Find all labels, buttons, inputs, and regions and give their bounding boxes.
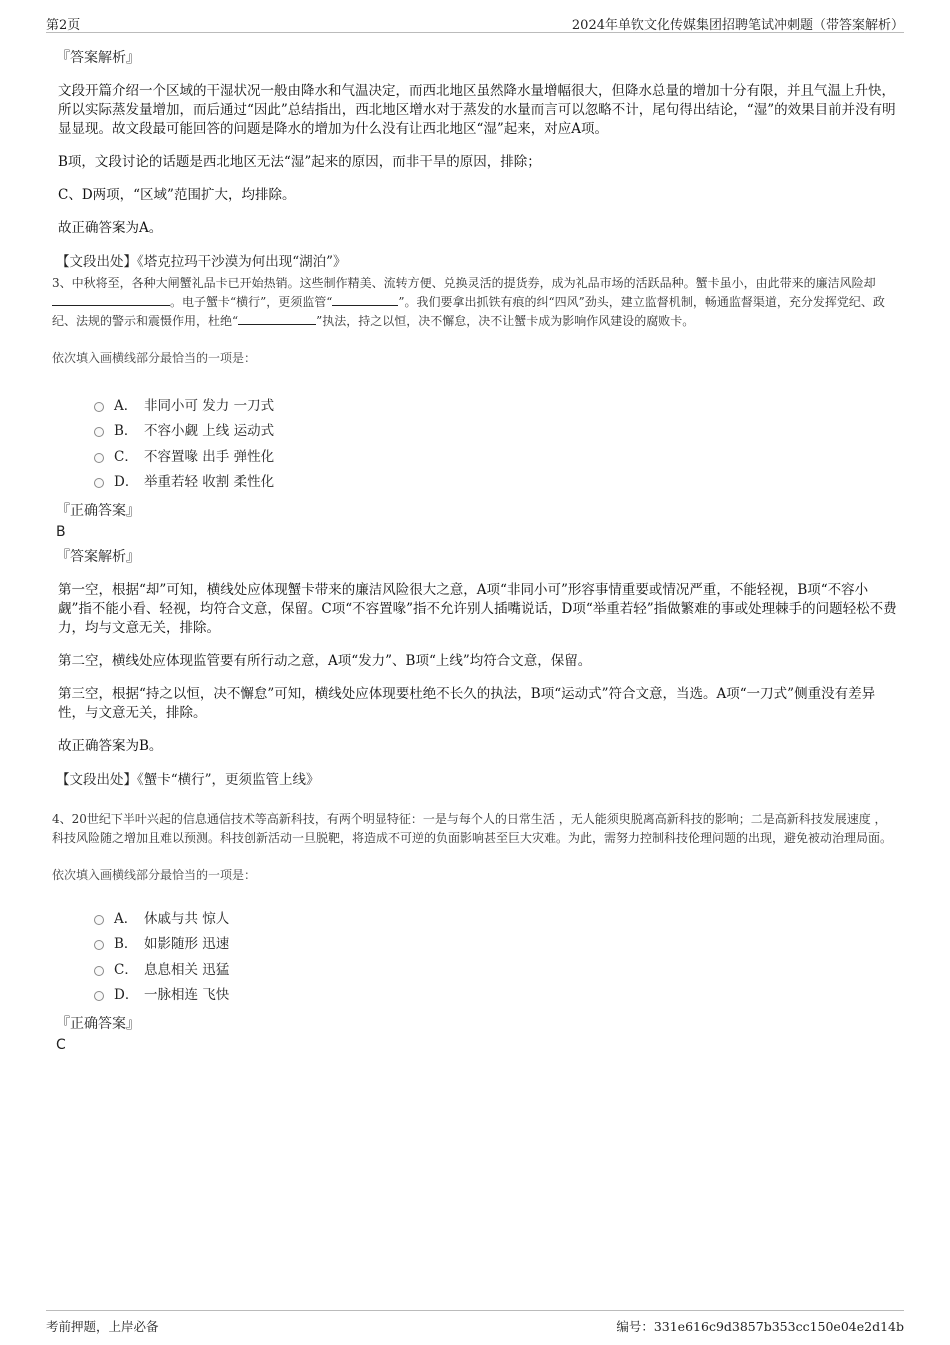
radio-icon[interactable] (94, 991, 104, 1001)
correct-answer-tag: 『正确答案』 (56, 1016, 140, 1032)
question-3-options (94, 391, 898, 493)
radio-icon[interactable] (94, 478, 104, 488)
footer-slogan: 考前押题，上岸必备 (46, 1319, 159, 1334)
option-a[interactable]: A． 休戚与共 惊人 (94, 904, 898, 930)
radio-icon[interactable] (94, 966, 104, 976)
radio-icon[interactable] (94, 453, 104, 463)
analysis-paragraph: 文段开篇介绍一个区域的干湿状况一般由降水和气温决定，而西北地区虽然降水量增幅很大，但降水总量的增加十分有限，并且气温上升快，所以实际蒸发量增加，而后通过“因此”总结指出，西北地区增水对于蒸发的水量而言可以忽略不计，尾句得出结论，“湿”的效果目前并没有明显显现。故文段最可能回答的问题是降水的增加为什么没有让西北地区“湿”起来，对应A项。 (58, 83, 896, 137)
page-header (46, 10, 904, 33)
radio-icon[interactable] (94, 402, 104, 412)
correct-answer: C (56, 1037, 66, 1053)
document-body (52, 48, 898, 1060)
question-prompt: 依次填入画横线部分最恰当的一项是： (52, 868, 257, 882)
blank-line (52, 293, 170, 306)
analysis-paragraph: 故正确答案为A。 (58, 220, 163, 236)
page-footer (46, 1310, 904, 1337)
radio-icon[interactable] (94, 915, 104, 925)
question-4-options (94, 904, 898, 1006)
option-b[interactable]: B． 如影随形 迅速 (94, 930, 898, 956)
option-c[interactable]: C． 息息相关 迅猛 (94, 955, 898, 981)
correct-answer: B (56, 524, 66, 540)
analysis-tag: 『答案解析』 (56, 549, 140, 565)
option-a[interactable]: A． 非同小可 发力 一刀式 (94, 391, 898, 417)
blank-line (238, 312, 316, 325)
analysis-paragraph: B项，文段讨论的话题是西北地区无法“湿”起来的原因，而非干旱的原因，排除； (58, 154, 541, 170)
option-c[interactable]: C． 不容置喙 出手 弹性化 (94, 442, 898, 468)
blank-line (332, 293, 398, 306)
question-3-text: 3、中秋将至，各种大闸蟹礼品卡已开始热销。这些制作精美、流转方便、兑换灵活的提货券，成为礼品市场的活跃品种。蟹卡虽小，由此带来的廉洁风险却。电子蟹卡“横行”，更须监管“ ”。我们要拿出抓铁有痕的纠“四风”劲头，建立监督机制，畅通监督渠道，充分发挥党纪、政纪、法规的警示和震慑作用，杜绝“ ”执法，持之以恒，决不懈怠，决不让蟹卡成为影响作风建设的腐败卡。 (52, 276, 885, 328)
option-d[interactable]: D． 一脉相连 飞快 (94, 981, 898, 1007)
option-b[interactable]: B． 不容小觑 上线 运动式 (94, 417, 898, 443)
analysis-paragraph: 故正确答案为B。 (58, 738, 163, 754)
analysis-tag: 『答案解析』 (56, 50, 140, 66)
analysis-paragraph: 第二空，横线处应体现监管要有所行动之意，A项“发力”、B项“上线”均符合文意，保留。 (58, 653, 592, 669)
option-d[interactable]: D． 举重若轻 收割 柔性化 (94, 468, 898, 494)
document-id: 编号：331e616c9d3857b353cc150e04e2d14b (616, 1319, 904, 1334)
analysis-paragraph: 第三空，根据“持之以恒，决不懈怠”可知，横线处应体现要杜绝不长久的执法，B项“运动式”符合文意，当选。A项“一刀式”侧重没有差异性，与文意无关，排除。 (58, 686, 876, 721)
correct-answer-tag: 『正确答案』 (56, 503, 140, 519)
source-citation: 【文段出处】《塔克拉玛干沙漠为何出现“湖泊”》 (56, 254, 347, 270)
page-number: 第2页 (46, 18, 81, 33)
analysis-paragraph: C、D两项，“区域”范围扩大，均排除。 (58, 187, 296, 203)
question-prompt: 依次填入画横线部分最恰当的一项是： (52, 351, 257, 365)
document-title: 2024年单钦文化传媒集团招聘笔试冲刺题（带答案解析） (571, 18, 904, 33)
question-4-text: 4、20世纪下半叶兴起的信息通信技术等高新科技，有两个明显特征：一是与每个人的日常生活 ，无人能须臾脱离高新科技的影响；二是高新科技发展速度 ，科技风险随之增加且难以预测。科技创新活动一旦脱靶，将造成不可逆的负面影响甚至巨大灾难。为此，需努力控制科技伦理问题的出现，避免被动治理局面。 (52, 812, 893, 845)
source-citation: 【文段出处】《蟹卡“横行”，更须监管上线》 (56, 772, 320, 788)
radio-icon[interactable] (94, 427, 104, 437)
analysis-paragraph: 第一空，根据“却”可知，横线处应体现蟹卡带来的廉洁风险很大之意，A项“非同小可”形容事情重要或情况严重，不能轻视，B项“不容小觑”指不能小看、轻视，均符合文意，保留。C项“不容置喙”指不允许别人插嘴说话，D项“举重若轻”指做繁难的事或处理棘手的问题轻松不费力，均与文意无关，排除。 (58, 582, 897, 636)
radio-icon[interactable] (94, 940, 104, 950)
